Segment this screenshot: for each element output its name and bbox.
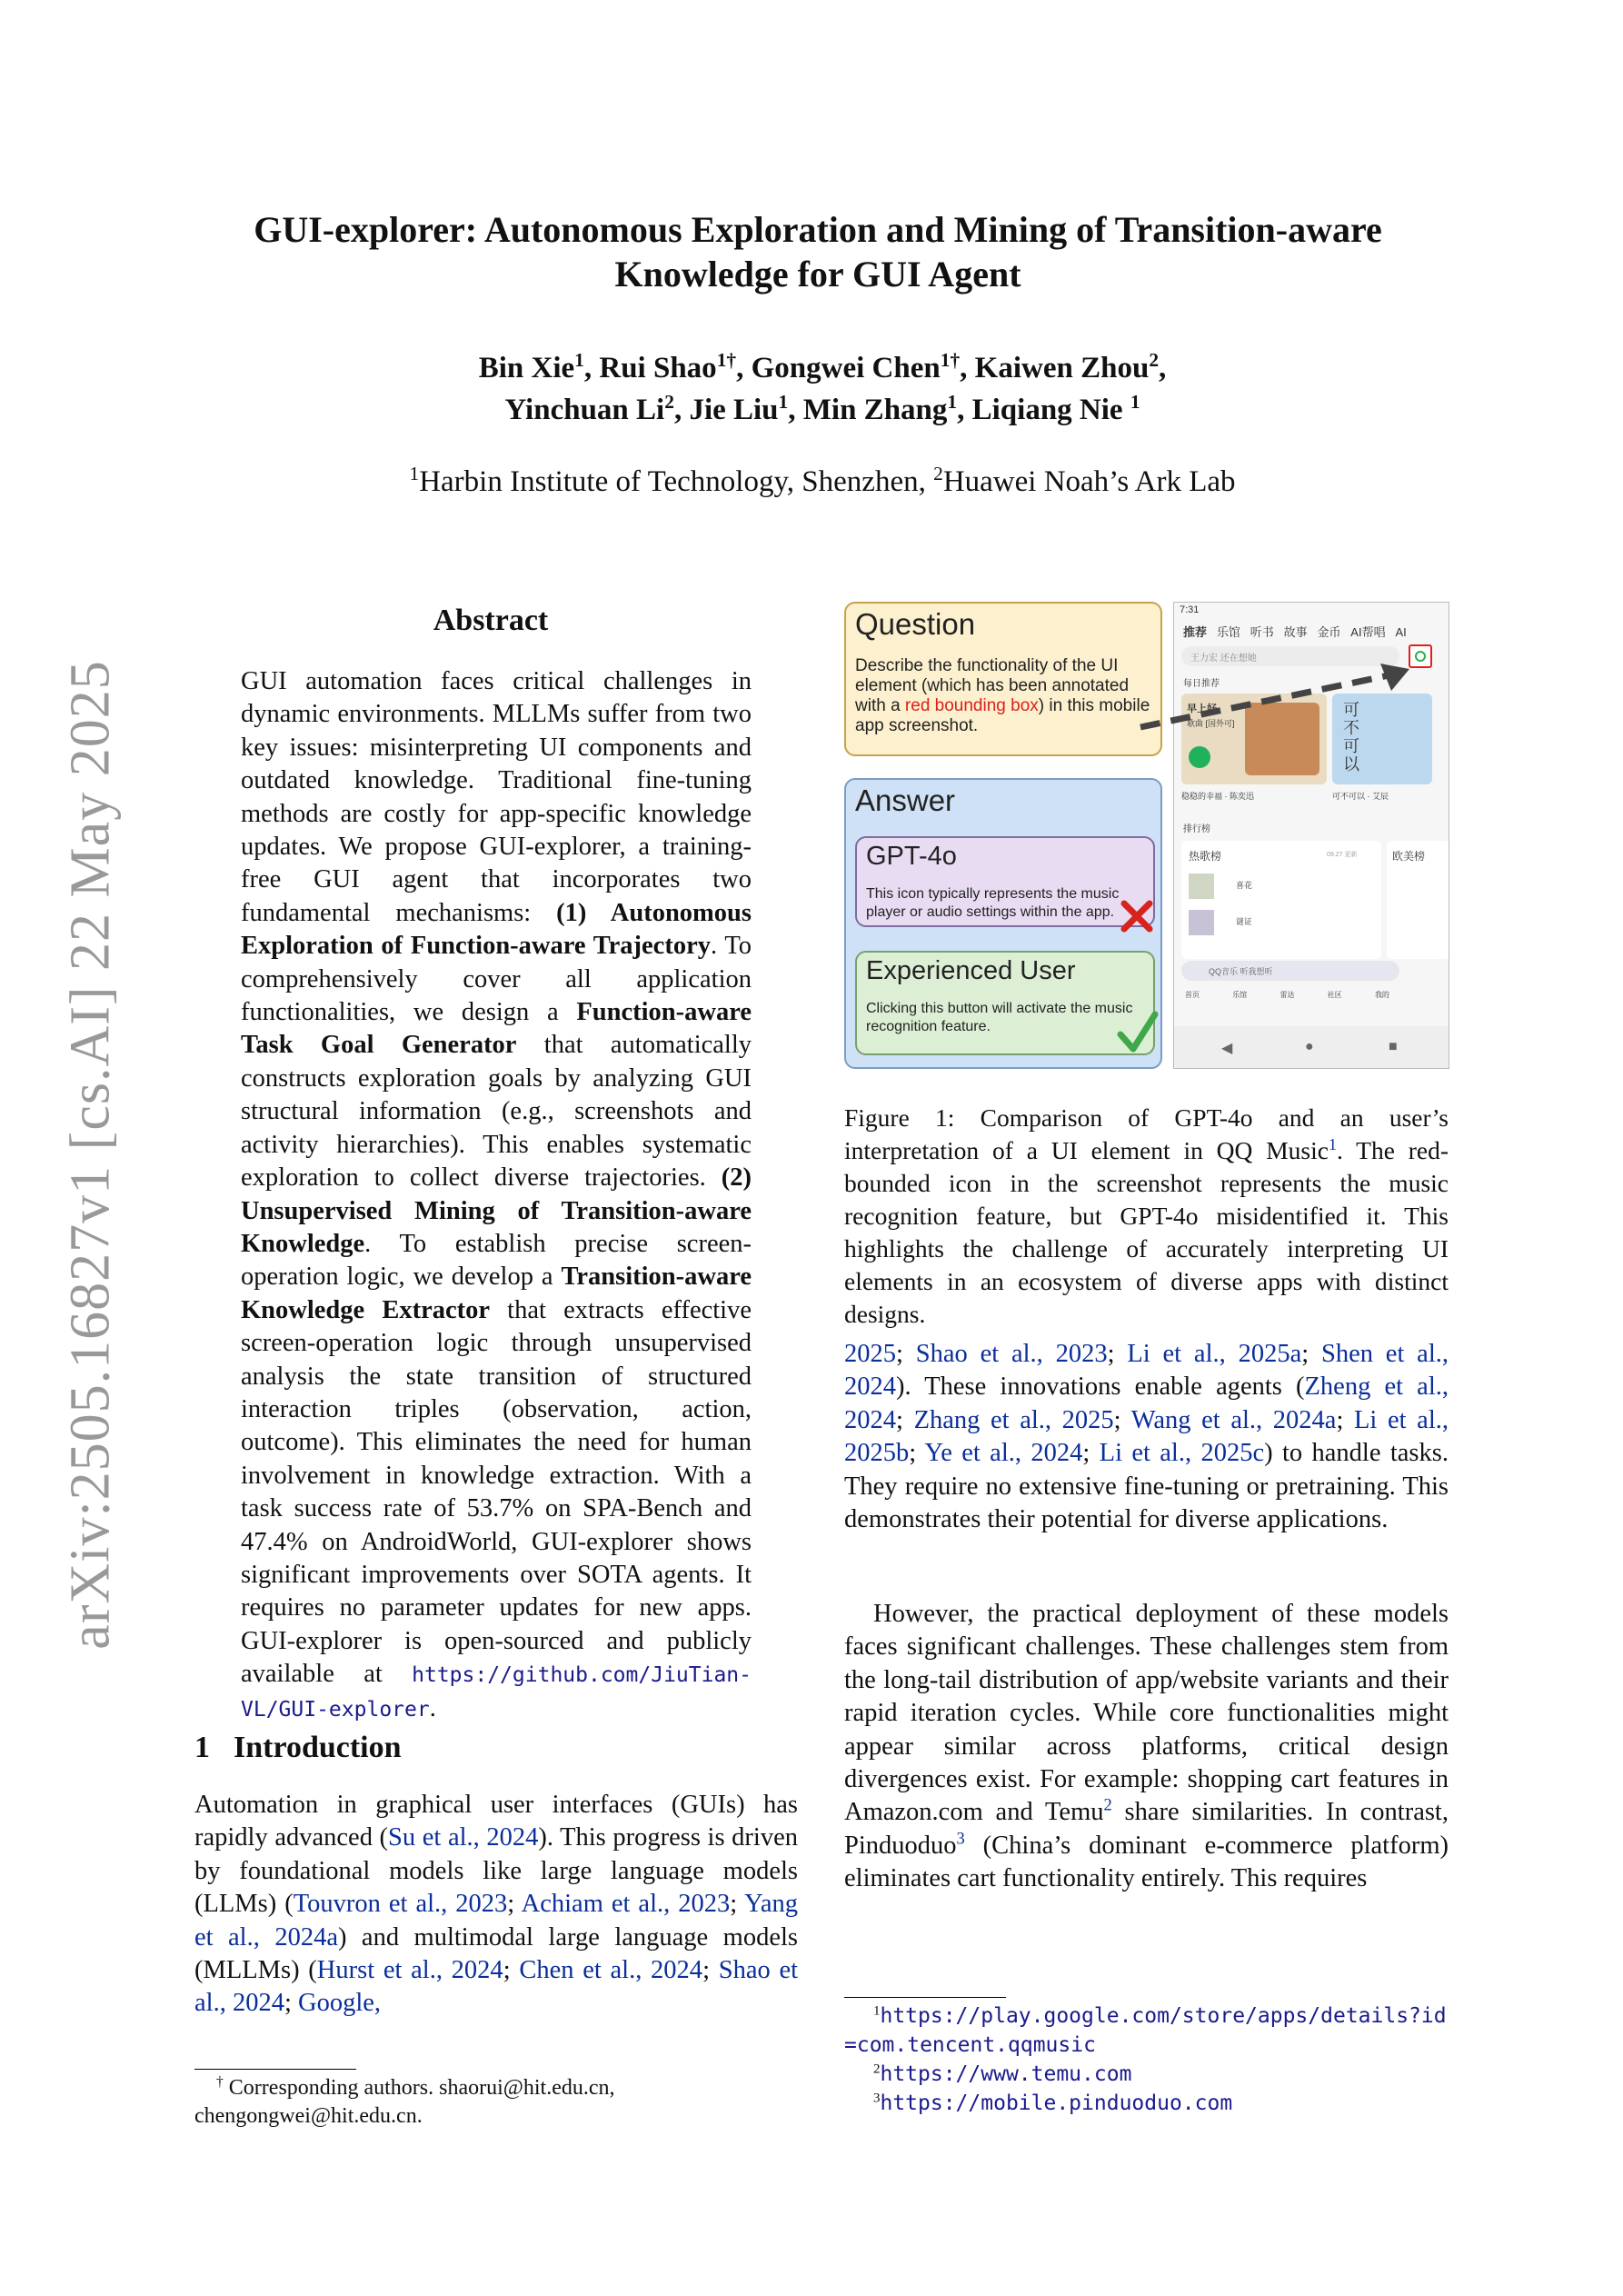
phone-chart-card[interactable]: 欧美榜 — [1387, 841, 1449, 959]
footnote-rule — [844, 1997, 1006, 1998]
author: Kaiwen Zhou — [974, 352, 1150, 384]
phone-banner-label: 每日推荐 — [1183, 679, 1220, 689]
citation-link[interactable]: Yang et al., 2024a — [194, 1890, 798, 1952]
phone-tab[interactable]: 听书 — [1250, 625, 1274, 639]
author-list: Bin Xie$^1$, Rui Shao$^{1\dagger}$, Gongwei Chen$^{1\dagger}$, Kaiwen Zhou$^2$, Yinchuan Li$^2$, Jie Liu$^1$, Min Zhang$^1$, Liqiang Nie $^1$ — [478, 349, 1167, 426]
citation-link[interactable]: Shen et al., 2024 — [844, 1340, 1449, 1402]
footnote-corresponding: † Corresponding authors. shaorui@hit.edu.cn, chengongwei@hit.edu.cn. — [194, 2074, 615, 2128]
citation-link[interactable]: Wang et al., 2024a — [1130, 1405, 1337, 1434]
abstract-heading: Abstract — [433, 604, 549, 637]
affiliations: $^1$Harbin Institute of Technology, Shenzhen, $^2$Huawei Noah’s Ark Lab — [409, 463, 1236, 498]
citation-link[interactable]: Touvron et al., 2023 — [293, 1890, 508, 1919]
right-paragraph-1: 2025; Shao et al., 2023; Li et al., 2025a; Shen et al., 2024). These innovations enable agents (Zheng et al., 2024; Zhang et al., 2025; Wang et al., 2024a; Li et al., 2025b; Ye et al., 2024; Li et al., 2025c) to handle tasks. They require no extensive fine-tuning or pretraining. This demonstrates their potential for diverse applications. — [844, 1340, 1449, 1534]
author: Bin Xie — [478, 352, 575, 384]
back-icon[interactable]: ◀ — [1221, 1041, 1233, 1056]
question-title: Question — [855, 607, 976, 641]
citation-link[interactable]: 2025 — [844, 1340, 896, 1368]
phone-nav-item[interactable]: 首页 — [1185, 991, 1200, 999]
experienced-user-box — [855, 951, 1155, 1055]
phone-daily-card[interactable]: 早上好 歌曲 [国外可] — [1181, 694, 1327, 784]
github-link[interactable]: https://github.com/JiuTian-VL/GUI-explorer — [241, 1663, 752, 1722]
phone-nav-item[interactable]: 社区 — [1327, 991, 1342, 999]
status-time: 7:31 — [1180, 604, 1200, 615]
citation-link[interactable]: Chen et al., 2024 — [519, 1956, 703, 1985]
phone-tab[interactable]: 故事 — [1283, 625, 1308, 639]
arxiv-id: arXiv:2505.16827v1 [cs.AI] 22 May 2025 — [59, 659, 122, 1650]
pointer-arrow — [1137, 656, 1415, 731]
gpt4o-text: This icon typically represents the music player or audio settings within the app. — [866, 886, 1120, 920]
arxiv-sidebar — [45, 659, 136, 1650]
author: Gongwei Chen — [751, 352, 941, 384]
citation-link[interactable]: Zhang et al., 2025 — [913, 1405, 1114, 1434]
abstract-body: GUI automation faces critical challenges in dynamic environments. MLLMs suffer from two key issues: misinterpreting UI components and outdated knowledge. Traditional fine-tuning methods are costly for app-specific knowledge updates. We propose GUI-explorer, a training-free GUI agent that incorporates two fundamental mechanisms: (1) Autonomous Exploration of Function-aware Trajectory. To comprehensively cover all application functionalities, we design a Function-aware Task Goal Generator that automatically constructs exploration goals by analyzing GUI structural information (e.g., screenshots and activity hierarchies). This enables systematic exploration to collect diverse trajectories. (2) Unsupervised Mining of Transition-aware Knowledge. To establish precise screen-operation logic, we develop a Transition-aware Knowledge Extractor that extracts effective screen-operation logic through unsupervised analysis the state transition of structured interaction triples (observation, action, outcome). This eliminates the need for human involvement in knowledge extraction. With a task success rate of 53.7% on SPA-Bench and 47.4% on AndroidWorld, GUI-explorer shows significant improvements over SOTA agents. It requires no parameter updates for new apps. GUI-explorer is open-sourced and publicly available at https://github.com/JiuTian-VL/GUI-explorer. — [241, 667, 752, 1722]
citation-link[interactable]: Li et al., 2025a — [1127, 1340, 1302, 1368]
phone-mini-player[interactable]: QQ音乐 听我想听 — [1181, 961, 1399, 981]
author: Min Zhang — [802, 394, 948, 426]
question-text: Describe the functionality of the UI element (which has been annotated with a red bounding box) in this mobile app screenshot. — [855, 656, 1150, 735]
citation-link[interactable]: Su et al., 2024 — [388, 1823, 539, 1852]
footnotes-urls: $^1$https://play.google.com/store/apps/details?id=com.tencent.qqmusic $^2$https://www.temu.com $^3$https://mobile.pinduoduo.com — [844, 2003, 1447, 2115]
question-box — [844, 602, 1162, 756]
footnote-rule — [194, 2069, 356, 2070]
title-line-2: Knowledge for GUI Agent — [614, 254, 1021, 294]
citation-link[interactable]: Li et al., 2025b — [844, 1405, 1449, 1468]
phone-search-bar[interactable]: 王力宏 还在想她 — [1181, 646, 1399, 666]
phone-nav-item[interactable]: 我的 — [1374, 991, 1389, 999]
home-icon[interactable]: ● — [1305, 1039, 1314, 1054]
citation-link[interactable]: Ye et al., 2024 — [924, 1439, 1083, 1468]
citation-link[interactable]: Google, — [298, 1989, 382, 2018]
footnote-link[interactable]: https://play.google.com/store/apps/details?id=com.tencent.qqmusic — [844, 2004, 1447, 2057]
answer-title: Answer — [855, 784, 956, 817]
phone-tab[interactable]: 推荐 — [1183, 625, 1208, 639]
citation-link[interactable]: Hurst et al., 2024 — [316, 1956, 503, 1985]
experienced-user-title: Experienced User — [866, 956, 1076, 985]
phone-tab[interactable]: AI — [1395, 625, 1407, 639]
experienced-user-text: Clicking this button will activate the music recognition feature. — [866, 1001, 1133, 1034]
intro-paragraph: Automation in graphical user interfaces (GUIs) has rapidly advanced (Su et al., 2024). This progress is driven by foundational models like large language models (LLMs) (Touvron et al., 2023; Achiam et al., 2023; Yang et al., 2024a) and multimodal large language models (MLLMs) (Hurst et al., 2024; Chen et al., 2024; Shao et al., 2024; Google, — [194, 1791, 799, 2018]
author: Liqiang Nie — [971, 394, 1123, 426]
phone-poster-card[interactable]: 可不可以 — [1332, 694, 1432, 784]
citation-link[interactable]: Achiam et al., 2023 — [521, 1890, 731, 1919]
citation-link[interactable]: Shao et al., 2023 — [915, 1340, 1108, 1368]
correct-icon — [1115, 1007, 1160, 1056]
footnote-link[interactable]: https://www.temu.com — [880, 2062, 1132, 2086]
section-heading-introduction: 1 Introduction — [194, 1731, 402, 1764]
gpt4o-answer-box — [855, 836, 1155, 927]
figure-1 — [844, 602, 1449, 1074]
author: Jie Liu — [689, 394, 779, 426]
author: Rui Shao — [599, 352, 717, 384]
figure-caption: Figure 1: Comparison of GPT-4o and an user’s interpretation of a UI element in QQ Music$^1$. The red-bounded icon in the screenshot represents the music recognition feature, but GPT-4o misidentified it. This highlights the challenge of accurately interpreting UI elements in an ecosystem of diverse apps with distinct designs. — [844, 1103, 1449, 1328]
title-line-1: GUI-explorer: Autonomous Exploration and Mining of Transition-aware — [254, 209, 1382, 250]
gpt4o-title: GPT-4o — [866, 842, 957, 871]
phone-tab[interactable]: 金币 — [1317, 625, 1341, 639]
citation-link[interactable]: Li et al., 2025c — [1099, 1439, 1265, 1468]
phone-tab[interactable]: AI帮唱 — [1350, 625, 1386, 639]
author: Yinchuan Li — [504, 394, 665, 426]
phone-tab-bar — [1183, 623, 1407, 640]
phone-caption: 稳稳的幸福 · 陈奕迅 — [1181, 792, 1254, 801]
phone-tab[interactable]: 乐馆 — [1216, 625, 1240, 639]
phone-caption: 可不可以 · 艾辰 — [1332, 792, 1389, 801]
wrong-icon — [1119, 898, 1155, 934]
phone-nav-item[interactable]: 雷达 — [1279, 991, 1295, 999]
phone-nav-item[interactable]: 乐馆 — [1232, 991, 1248, 999]
phone-rank-label: 排行榜 — [1183, 824, 1210, 834]
phone-chart-card[interactable]: 热歌榜 09.27 更新 喜花 谜证 — [1181, 841, 1381, 959]
paper-title — [164, 207, 1472, 296]
phone-bottom-nav — [1185, 990, 1389, 1000]
recents-icon[interactable]: ■ — [1389, 1039, 1398, 1054]
android-nav-bar — [1174, 1026, 1449, 1069]
right-paragraph-2: However, the practical deployment of these models faces significant challenges. These challenges stem from the long-tail distribution of app/website variants and their rapid iteration cycles. While core functionalities might appear similar across platforms, critical design divergences exist. For example: shopping cart features in Amazon.com and Temu$^2$ share similarities. In contrast, Pinduoduo$^3$ (China’s dominant e-commerce platform) eliminates cart functionality entirely. This requires — [844, 1600, 1449, 1893]
footnote-link[interactable]: https://mobile.pinduoduo.com — [880, 2091, 1233, 2115]
citation-link[interactable]: Zheng et al., 2024 — [844, 1373, 1449, 1434]
citation-link[interactable]: Shao et al., 2024 — [194, 1956, 799, 2018]
